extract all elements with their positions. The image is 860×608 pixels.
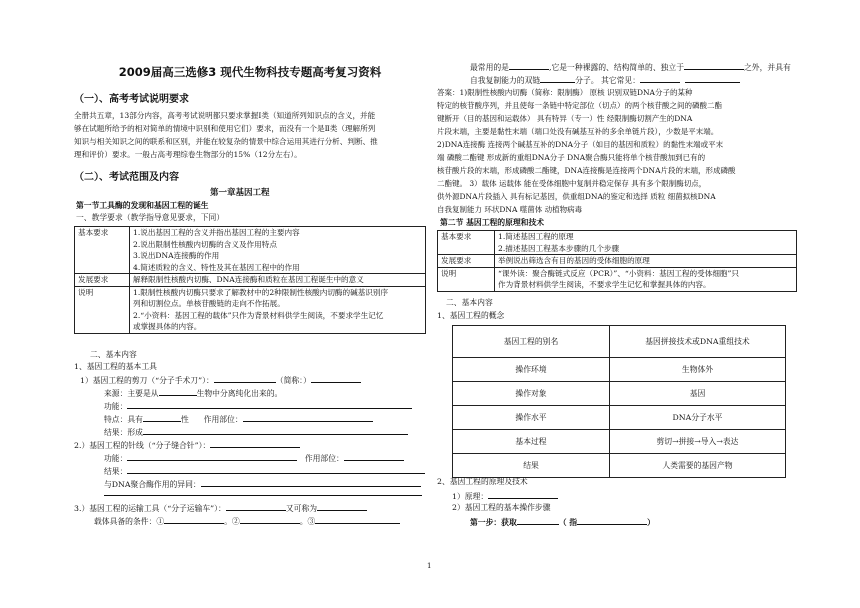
section-2-heading: （二）、考试范围及内容 [74, 172, 179, 183]
answer-text: 片段末端，主要是黏性末端（端口处没有碱基互补的多余单链片段），少数是平末端。 [437, 127, 719, 136]
chapter-title: 第一章基因工程 [210, 188, 270, 198]
answer-text: 核苷酸片段的末端，形成磷酸二酯键，DNA连接酶是连接两个DNA片段的末端，形成磷酸 [437, 166, 736, 175]
cell-line: 或掌握具体的内容。 [133, 322, 202, 331]
answer-text: 端 磷酸二酯键 形成新的重组DNA分子 DNA聚合酶只能将单个核苷酸加到已有的 [437, 153, 706, 162]
table-cell: 结果 [453, 454, 610, 478]
cell-line: 1.简述基因工程的原理 [498, 232, 574, 241]
cell-line: 2.描述基因工程基本步骤的几个步骤 [498, 243, 620, 253]
answer-text: 特定的核苷酸序列，并且使每一条链中特定部位（切点）的两个核苷酸之间的磷酸二酯 [437, 101, 722, 110]
section-1-heading: （一）、高考考试说明要求 [74, 94, 189, 105]
question-2: 2.）基因工程的针线（“分子缝合针”）： [74, 438, 300, 451]
table-cell: 剪切→拼接→导入→表达 [610, 430, 786, 454]
cell-line: 作为背景材料供学生阅读，不要求学生记忆和掌握具体的内容。 [498, 280, 711, 289]
table-cell: 发展要求 [75, 274, 130, 287]
table-row [438, 255, 797, 268]
question-line: 与DNA聚合酶作用的异同： [104, 477, 421, 490]
table-row [453, 454, 786, 478]
table-cell: DNA分子水平 [610, 406, 786, 430]
section-title: 第一节工具酶的发现和基因工程的诞生 [76, 201, 209, 210]
table-cell: 基本要求 [438, 231, 495, 255]
teaching-requirements: 一、教学要求（教学指导意见要求，下同） [76, 213, 225, 222]
table-cell: 说明 [75, 286, 130, 333]
table-row [453, 406, 786, 430]
answer-text: 二酯键。 3）载体 运载体 能在受体细胞中复制并稳定保存 具有多个限制酶切点， [437, 179, 707, 188]
table-cell: 解释限制性核酸内切酶、DNA连接酶和质粒在基因工程诞生中的意义 [130, 274, 426, 287]
table-row [438, 231, 797, 255]
intro-line: 够在试题所给予的相对简单的情境中识别和使用它们）要求，而没有一个是Ⅱ类（理解所列 [74, 124, 376, 133]
table-cell [495, 231, 797, 255]
cell-line: 1.限制性核酸内切酶只要求了解教材中的2种限制性核酸内切酶的碱基识别序 [133, 287, 389, 297]
step-1: 第一步：获取 （ 指 ） [470, 515, 655, 528]
table-row [453, 326, 786, 358]
table-cell: 基因 [610, 382, 786, 406]
table-row [75, 227, 426, 274]
cell-line: 4.简述质粒的含义、特性及其在基因工程中的作用 [133, 262, 300, 272]
answer-text: 2)DNA连接酶 连接两个碱基互补的DNA分子（如目的基因和质粒）的黏性末端或平末 [437, 140, 724, 149]
basic-content: 二、基本内容 [90, 350, 137, 359]
question-line: 功能： [104, 399, 412, 412]
table-row [453, 430, 786, 454]
table-cell: 操作对象 [453, 382, 610, 406]
table-row [438, 267, 797, 291]
table-cell: 基本要求 [75, 227, 130, 274]
question-line: 载体具备的条件：① 。② 。③ [94, 514, 400, 527]
table-cell: 基因工程的别名 [453, 326, 610, 358]
principle-line: 1）原理： [452, 489, 558, 502]
answer-line: 自我复制能力的双链 分子。 其它常见： [470, 73, 740, 86]
requirements-table-2 [437, 230, 797, 292]
cell-line: 2.说出限制性核酸内切酶的含义及作用特点 [133, 239, 277, 249]
concept-table [452, 325, 786, 478]
subheading: 1、基因工程的概念 [437, 311, 505, 320]
answer-text: 供外源DNA片段插入 具有标记基因，供重组DNA的鉴定和选择 质粒 细菌拟核DNA [437, 192, 716, 201]
table-row [453, 358, 786, 382]
question-3: 3.）基因工程的运输工具（“分子运输车”）： 又可称为 [74, 501, 367, 514]
table-cell: 说明 [438, 267, 495, 291]
answer-text: 自我复制能力 环状DNA 噬菌体 动植物病毒 [437, 205, 583, 214]
doc-title: 2009届高三选修3 现代生物科技专题高考复习资料 [118, 65, 382, 79]
table-cell: 举例说出筛选含有目的基因的受体细胞的原理 [495, 255, 797, 268]
cell-line: “课外读：聚合酶链式反应（PCR）”、“小资料：基因工程的受体细胞”只 [498, 268, 739, 278]
page-number: 1 [427, 562, 432, 570]
steps-heading: 2）基因工程的基本操作步骤 [452, 503, 551, 512]
answer-line: 最常用的是 ,它是一种裸露的、结构简单的、独立于 之外，并具有 [470, 60, 791, 73]
intro-line: 全册共五章，13部分内容，高考考试说明都只要求掌握Ⅰ类（知道所列知识点的含义，并能 [74, 111, 376, 120]
table-cell: 人类需要的基因产物 [610, 454, 786, 478]
cell-line: 1.说出基因工程的含义并指出基因工程的主要内容 [133, 228, 300, 237]
table-cell: 基因拼接技术或DNA重组技术 [610, 326, 786, 358]
requirements-table-1 [74, 226, 426, 334]
table-cell [130, 227, 426, 274]
question-line: 特点：具有 性 作用部位： [104, 412, 373, 425]
cell-line: 3.说出DNA连接酶的作用 [133, 251, 220, 260]
intro-line: 知识与相关知识之间的联系和区别，并能在较复杂的情景中综合运用其进行分析、判断、推 [74, 137, 378, 146]
question-line: 功能： 作用部位： [104, 451, 404, 464]
subheading: 1、基因工程的基本工具 [74, 362, 157, 371]
question-line: 来源：主要是从 生物中分离纯化出来的。 [104, 386, 282, 399]
table-cell: 发展要求 [438, 255, 495, 268]
table-cell: 操作水平 [453, 406, 610, 430]
answer-text: 答案：1)限制性核酸内切酶（简称：限制酶） 原核 识别双链DNA分子的某种 [437, 88, 693, 97]
intro-line: 理和评价）要求。一般占高考理综卷生物部分的15%（12分左右）。 [74, 150, 302, 159]
cell-line: 2.“小资料：基因工程的载体”只作为背景材料供学生阅读，不要求学生记忆 [133, 310, 384, 320]
section-title: 第二节 基因工程的原理和技术 [440, 218, 545, 227]
basic-content: 二、基本内容 [446, 298, 493, 307]
answer-text: 键断开（目的基因和运载体） 具有特异（专一）性 经限制酶切割产生的DNA [437, 114, 693, 123]
subheading: 2、基因工程的原理及技术 [437, 477, 528, 486]
question-line: 结果：形成 [104, 425, 408, 438]
table-row [75, 286, 426, 333]
table-cell: 生物体外 [610, 358, 786, 382]
table-cell: 基本过程 [453, 430, 610, 454]
question-1: 1）基因工程的剪刀（“分子手术刀”）： （简称：） [80, 373, 361, 386]
table-row [453, 382, 786, 406]
table-row [75, 274, 426, 287]
question-line: 结果： [104, 464, 425, 477]
cell-line: 列和切割位点。单核苷酸链的走向不作拓展。 [133, 299, 285, 308]
table-cell [130, 286, 426, 333]
table-cell [495, 267, 797, 291]
table-cell: 操作环境 [453, 358, 610, 382]
